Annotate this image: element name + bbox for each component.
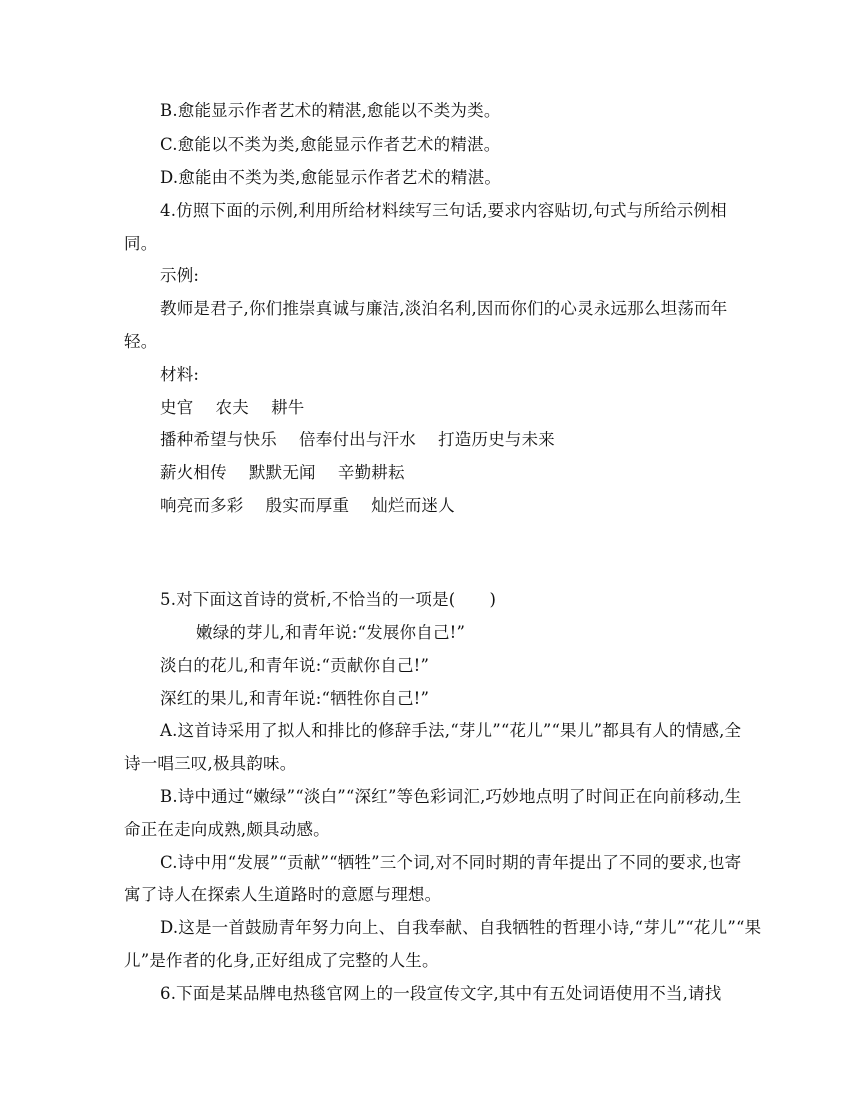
q4-material-row-2: 播种希望与快乐 倍奉付出与汗水 打造历史与未来 bbox=[160, 430, 555, 449]
q5-option-b-line2: 命正在走向成熟,颇具动感。 bbox=[124, 820, 330, 839]
q6-stem-line1: 6.下面是某品牌电热毯官网上的一段宣传文字,其中有五处词语使用不当,请找 bbox=[160, 984, 722, 1003]
q4-stem-line1: 4.仿照下面的示例,利用所给材料续写三句话,要求内容贴切,句式与所给示例相 bbox=[160, 201, 727, 220]
poem-line-1: 嫩绿的芽儿,和青年说:“发展你自己!” bbox=[196, 623, 466, 642]
q4-material-row-4: 响亮而多彩 殷实而厚重 灿烂而迷人 bbox=[160, 496, 455, 515]
q5-option-c-line2: 寓了诗人在探索人生道路时的意愿与理想。 bbox=[124, 885, 442, 904]
q4-stem-line2: 同。 bbox=[124, 234, 158, 253]
q5-option-c-line1: C.诗中用“发展”“贡献”“牺牲”三个词,对不同时期的青年提出了不同的要求,也寄 bbox=[160, 853, 742, 872]
q5-stem-prefix: 5.对下面这首诗的赏析,不恰当的一项是( bbox=[160, 590, 456, 609]
q5-stem bbox=[160, 589, 770, 611]
q4-material-row-3: 薪火相传 默默无闻 辛勤耕耘 bbox=[160, 463, 405, 482]
q5-stem-suffix: ) bbox=[489, 590, 497, 609]
q5-option-d-line1: D.这是一首鼓励青年努力向上、自我奉献、自我牺牲的哲理小诗,“芽儿”“花儿”“果 bbox=[160, 918, 762, 937]
q3-option-d: D.愈能由不类为类,愈能显示作者艺术的精湛。 bbox=[160, 168, 502, 187]
poem-line-3: 深红的果儿,和青年说:“牺牲你自己!” bbox=[160, 689, 430, 708]
q4-example-label: 示例: bbox=[160, 266, 200, 285]
q4-material-label: 材料: bbox=[160, 365, 200, 384]
q5-option-a-line2: 诗一唱三叹,极具韵味。 bbox=[124, 754, 297, 773]
q5-option-a-line1: A.这首诗采用了拟人和排比的修辞手法,“芽儿”“花儿”“果儿”都具有人的情感,全 bbox=[160, 721, 742, 740]
poem-line-2: 淡白的花儿,和青年说:“贡献你自己!” bbox=[160, 656, 430, 675]
q3-option-b: B.愈能显示作者艺术的精湛,愈能以不类为类。 bbox=[160, 101, 501, 120]
q5-option-d-line2: 儿”是作者的化身,正好组成了完整的人生。 bbox=[124, 951, 439, 970]
q5-option-b-line1: B.诗中通过“嫩绿”“淡白”“深红”等色彩词汇,巧妙地点明了时间正在向前移动,生 bbox=[160, 787, 742, 806]
q4-material-row-1: 史官 农夫 耕牛 bbox=[160, 398, 305, 417]
q4-example-line1: 教师是君子,你们推崇真诚与廉洁,淡泊名利,因而你们的心灵永远那么坦荡而年 bbox=[160, 299, 728, 318]
q3-option-c: C.愈能以不类为类,愈能显示作者艺术的精湛。 bbox=[160, 135, 501, 154]
q4-example-line2: 轻。 bbox=[124, 332, 158, 351]
